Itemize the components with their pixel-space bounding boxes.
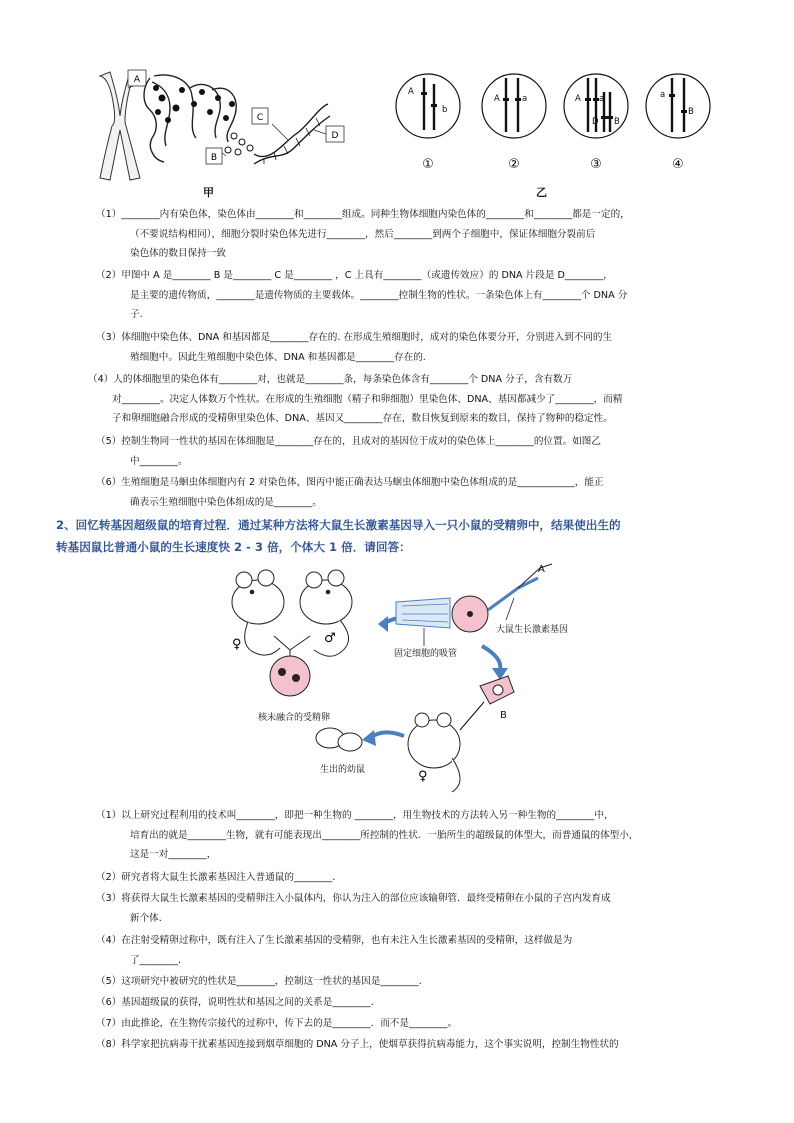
female-symbol: ♀ <box>232 637 242 652</box>
cell1-label-a: A <box>408 87 414 97</box>
question-1-1: （1）________内有染色体，染色体由________和________组成。同种生物体细胞内染色体的________和________都是一定的， （不要说结构相同），细胞分裂时染色体先进行________，然后________到两个子细胞中，保证体细胞分裂前后 染色体的数目保持一致 <box>96 209 630 259</box>
needle-label-a: A <box>538 564 545 575</box>
label-d: D <box>331 131 339 141</box>
cell4-label-a: a <box>660 90 666 100</box>
cell1-label-b: b <box>442 105 448 115</box>
surrogate-female-symbol: ♀ <box>418 769 428 784</box>
label-c: C <box>256 113 264 123</box>
cell3-label-d: D <box>592 117 599 127</box>
question-2-2: （2）研究者将大鼠生长激素基因注入普通鼠的________. <box>96 872 336 883</box>
question-1-2: （2）甲图中 A 是________ B 是________ C 是________ ，C 上具有________（或遗传效应）的 DNA 片段是 D________， 是主要的遗传物质，________是遗传物质的主要载体。________控制生物的性状。一条染色体上有________个 DNA 分 子. <box>96 270 628 320</box>
cell2-label-a2: a <box>522 94 528 104</box>
pipette-label: 固定细胞的吸管 <box>394 649 458 659</box>
cell3-label-b: B <box>614 117 620 127</box>
question-2-3: （3）将获得大鼠生长激素基因的受精卵注入小鼠体内，你认为注入的部位应该输卵管．最终受精卵在小鼠的子宫内发育成 新个体. <box>96 893 611 924</box>
holding-pipette <box>396 598 450 628</box>
caption-jia: 甲 <box>203 186 214 199</box>
question-2-6: （6）基因超级鼠的获得，说明性状和基因之间的关系是________. <box>96 997 374 1008</box>
question-1-4: （4）人的体细胞里的染色体有________对，也就是________条，每条染色体含有________个 DNA 分子，含有数万 对________。决定人体数万个性状。在形成的生殖细胞（精子和卵细胞）里染色体、DNA、基因都减少了________，而精 子和卵细胞融合形成的受精卵里染色体、DNA、基因又________存在，数目恢复到原来的数目，保持了物种的稳定性。 <box>88 374 623 424</box>
cell3-label-a: A <box>575 94 581 104</box>
cell3-label-a2: a <box>599 94 605 104</box>
label-b: B <box>210 153 218 163</box>
cells-figure <box>394 70 716 182</box>
caption-yi: 乙 <box>536 186 547 199</box>
pups <box>316 728 362 751</box>
gene-label: 大鼠生长激素基因 <box>496 625 569 635</box>
label-a: A <box>133 75 141 85</box>
pups-label: 生出的幼鼠 <box>320 765 366 775</box>
cell2-label-a: A <box>494 94 500 104</box>
surrogate-mouse <box>408 713 460 792</box>
question-2-1: （1）以上研究过程利用的技术叫________，即把一种生物的 ________，用生物技术的方法转入另一种生物的________中， 培育出的就是________生物，就有可能表现出________所控制的性状．一胎所生的超级鼠的体型大，而普通鼠的体型小， 这是一对________， <box>96 810 639 860</box>
transfer-dropper <box>460 676 514 730</box>
male-symbol: ♂ <box>324 631 336 646</box>
cell4-label-b: B <box>688 107 694 117</box>
chromosome-x <box>100 72 140 180</box>
question-2-8: （8）科学家把抗病毒干扰素基因连接到烟草细胞的 DNA 分子上，使烟草获得抗病毒能力，这个事实说明，控制生物性状的 <box>96 1039 619 1050</box>
section-2-heading: 2、回忆转基因超级鼠的培育过程．通过某种方法将大鼠生长激素基因导入一只小鼠的受精卵中，结果使出生的 转基因鼠比普通小鼠的生长速度快 2 - 3 倍，个体大 1 倍．请回答： <box>56 518 621 554</box>
cell1-number: ① <box>422 157 434 172</box>
cell3-number: ③ <box>590 157 602 172</box>
question-2-5: （5）这项研究中被研究的性状是________，控制这一性状的基因是________. <box>96 976 422 987</box>
transgenic-mouse-figure <box>218 558 598 808</box>
question-1-6: （6）生殖细胞是马蛔虫体细胞内有 2 对染色体，图丙中能正确表达马蛔虫体细胞中染色体组成的是____________，能正 确表示生殖细胞中染色体组成的是________。 <box>96 477 604 508</box>
question-2-7: （7）由此推论，在生物传宗接代的过称中，传下去的是________．而不是________。 <box>96 1018 458 1029</box>
zygote-cell <box>270 656 310 696</box>
dropper-label-b: B <box>500 710 507 721</box>
chromosome-figure <box>92 68 362 186</box>
question-1-3: （3）体细胞中染色体、DNA 和基因都是________存在的. 在形成生殖细胞时，成对的染色体要分开，分别进入到不同的生 殖细胞中。因此生殖细胞中染色体、DNA 和基因都是________存在的. <box>96 332 613 363</box>
cell2-number: ② <box>508 157 520 172</box>
zygote-label: 核未融合的受精卵 <box>258 713 331 723</box>
question-1-5: （5）控制生物同一性状的基因在体细胞是________存在的，且成对的基因位于成对的染色体上________的位置。如图乙 中________。 <box>96 436 601 467</box>
cell4-number: ④ <box>672 157 684 172</box>
question-2-4: （4）在注射受精卵过称中，既有注入了生长激素基因的受精卵，也有未注入生长激素基因的受精卵，这样做是为 了________. <box>96 935 573 966</box>
